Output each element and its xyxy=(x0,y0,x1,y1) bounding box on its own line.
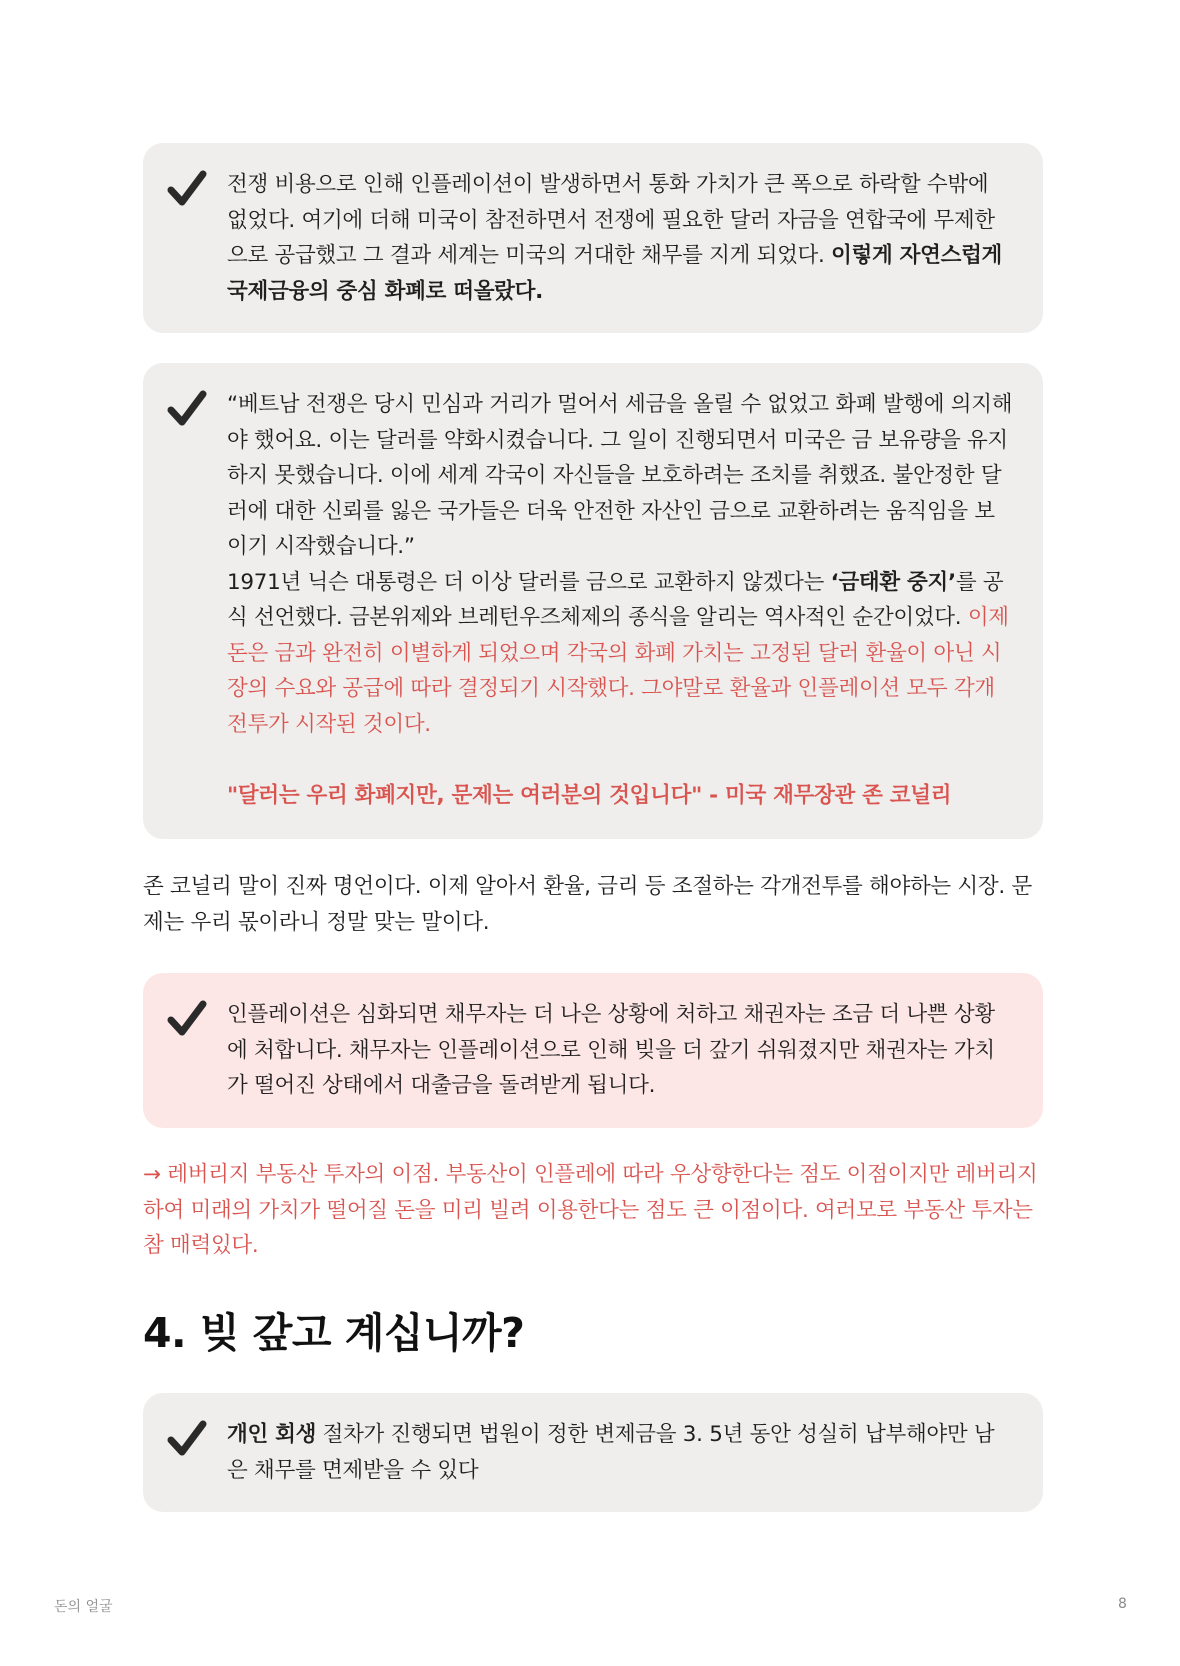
callout-1-body: 전쟁 비용으로 인해 인플레이션이 발생하면서 통화 가치가 큰 폭으로 하락할 수밖에 없었다. 여기에 더해 미국이 참전하면서 전쟁에 필요한 달러 자금을 연합국에 무제한으로 공급했고 그 결과 세계는 미국의 거대한 채무를 지게 되었다. xyxy=(227,172,995,268)
callout-2-quote: “베트남 전쟁은 당시 민심과 거리가 멀어서 세금을 올릴 수 없었고 화폐 발행에 의지해야 했어요. 이는 달러를 약화시켰습니다. 그 일이 진행되면서 미국은 금 보유량을 유지하지 못했습니다. 이에 세계 각국이 자신들을 보호하려는 조치를 취했죠. 불안정한 달러에 대한 신뢰를 잃은 국가들은 더욱 안전한 자산인 금으로 교환하려는 움직임을 보이기 시작했습니다.” xyxy=(227,392,1013,559)
callout-box-1 xyxy=(143,143,1043,333)
footer-book-title: 돈의 얼굴 xyxy=(54,1599,113,1615)
callout-1-bold: 이렇게 자연스럽게 국제금융의 중심 화폐로 떠올랐다. xyxy=(227,243,1003,304)
callout-2-para-after: 를 공식 선언했다. 금본위제와 브레턴우즈체제의 종식을 알리는 역사적인 순간이었다. xyxy=(227,569,1004,630)
red-note: → 레버리지 부동산 투자의 이점. 부동산이 인플레에 따라 우상향한다는 점도 이점이지만 레버리지하여 미래의 가치가 떨어질 돈을 미리 빌려 이용한다는 점도 큰 이점이다. 여러모로 부동산 투자는 참 매력있다. xyxy=(143,1162,1038,1258)
checkmark-icon xyxy=(167,389,207,429)
callout-4-bold: 개인 회생 xyxy=(227,1422,317,1447)
callout-box-3 xyxy=(143,973,1043,1128)
callout-2-para-red: 이제 돈은 금과 완전히 이별하게 되었으며 각국의 화폐 가치는 고정된 달러 환율이 아닌 시장의 수요와 공급에 따라 결정되기 시작했다. 그야말로 환율과 인플레이션 모두 각개전투가 시작된 것이다. xyxy=(227,605,1009,737)
body-paragraph: 존 코널리 말이 진짜 명언이다. 이제 알아서 환율, 금리 등 조절하는 각개전투를 해야하는 시장. 문제는 우리 몫이라니 정말 맞는 말이다. xyxy=(143,874,1032,935)
callout-2-red-quote: "달러는 우리 화폐지만, 문제는 여러분의 것입니다" - 미국 재무장관 존 코널리 xyxy=(227,783,952,808)
checkmark-icon xyxy=(167,1419,207,1459)
section-heading: 4. 빚 갚고 계십니까? xyxy=(143,1309,525,1357)
callout-2-para-bold: ‘금태환 중지’ xyxy=(830,569,956,595)
callout-2-paragraph xyxy=(227,565,1013,743)
checkmark-icon xyxy=(167,169,207,209)
checkmark-icon xyxy=(167,999,207,1039)
callout-1-text xyxy=(227,167,1013,309)
callout-3-text: 인플레이션은 심화되면 채무자는 더 나은 상황에 처하고 채권자는 조금 더 나쁜 상황에 처합니다. 채무자는 인플레이션으로 인해 빚을 더 갚기 쉬워졌지만 채권자는 가치가 떨어진 상태에서 대출금을 돌려받게 됩니다. xyxy=(227,1002,995,1098)
callout-4-text xyxy=(227,1417,1013,1488)
footer-page-number: 8 xyxy=(1118,1596,1127,1612)
callout-box-2 xyxy=(143,363,1043,839)
callout-4-body: 절차가 진행되면 법원이 정한 변제금을 3. 5년 동안 성실히 납부해야만 남은 채무를 면제받을 수 있다 xyxy=(227,1422,995,1483)
callout-2-para-before: 1971년 닉슨 대통령은 더 이상 달러를 금으로 교환하지 않겠다는 xyxy=(227,569,831,595)
callout-box-4 xyxy=(143,1393,1043,1512)
